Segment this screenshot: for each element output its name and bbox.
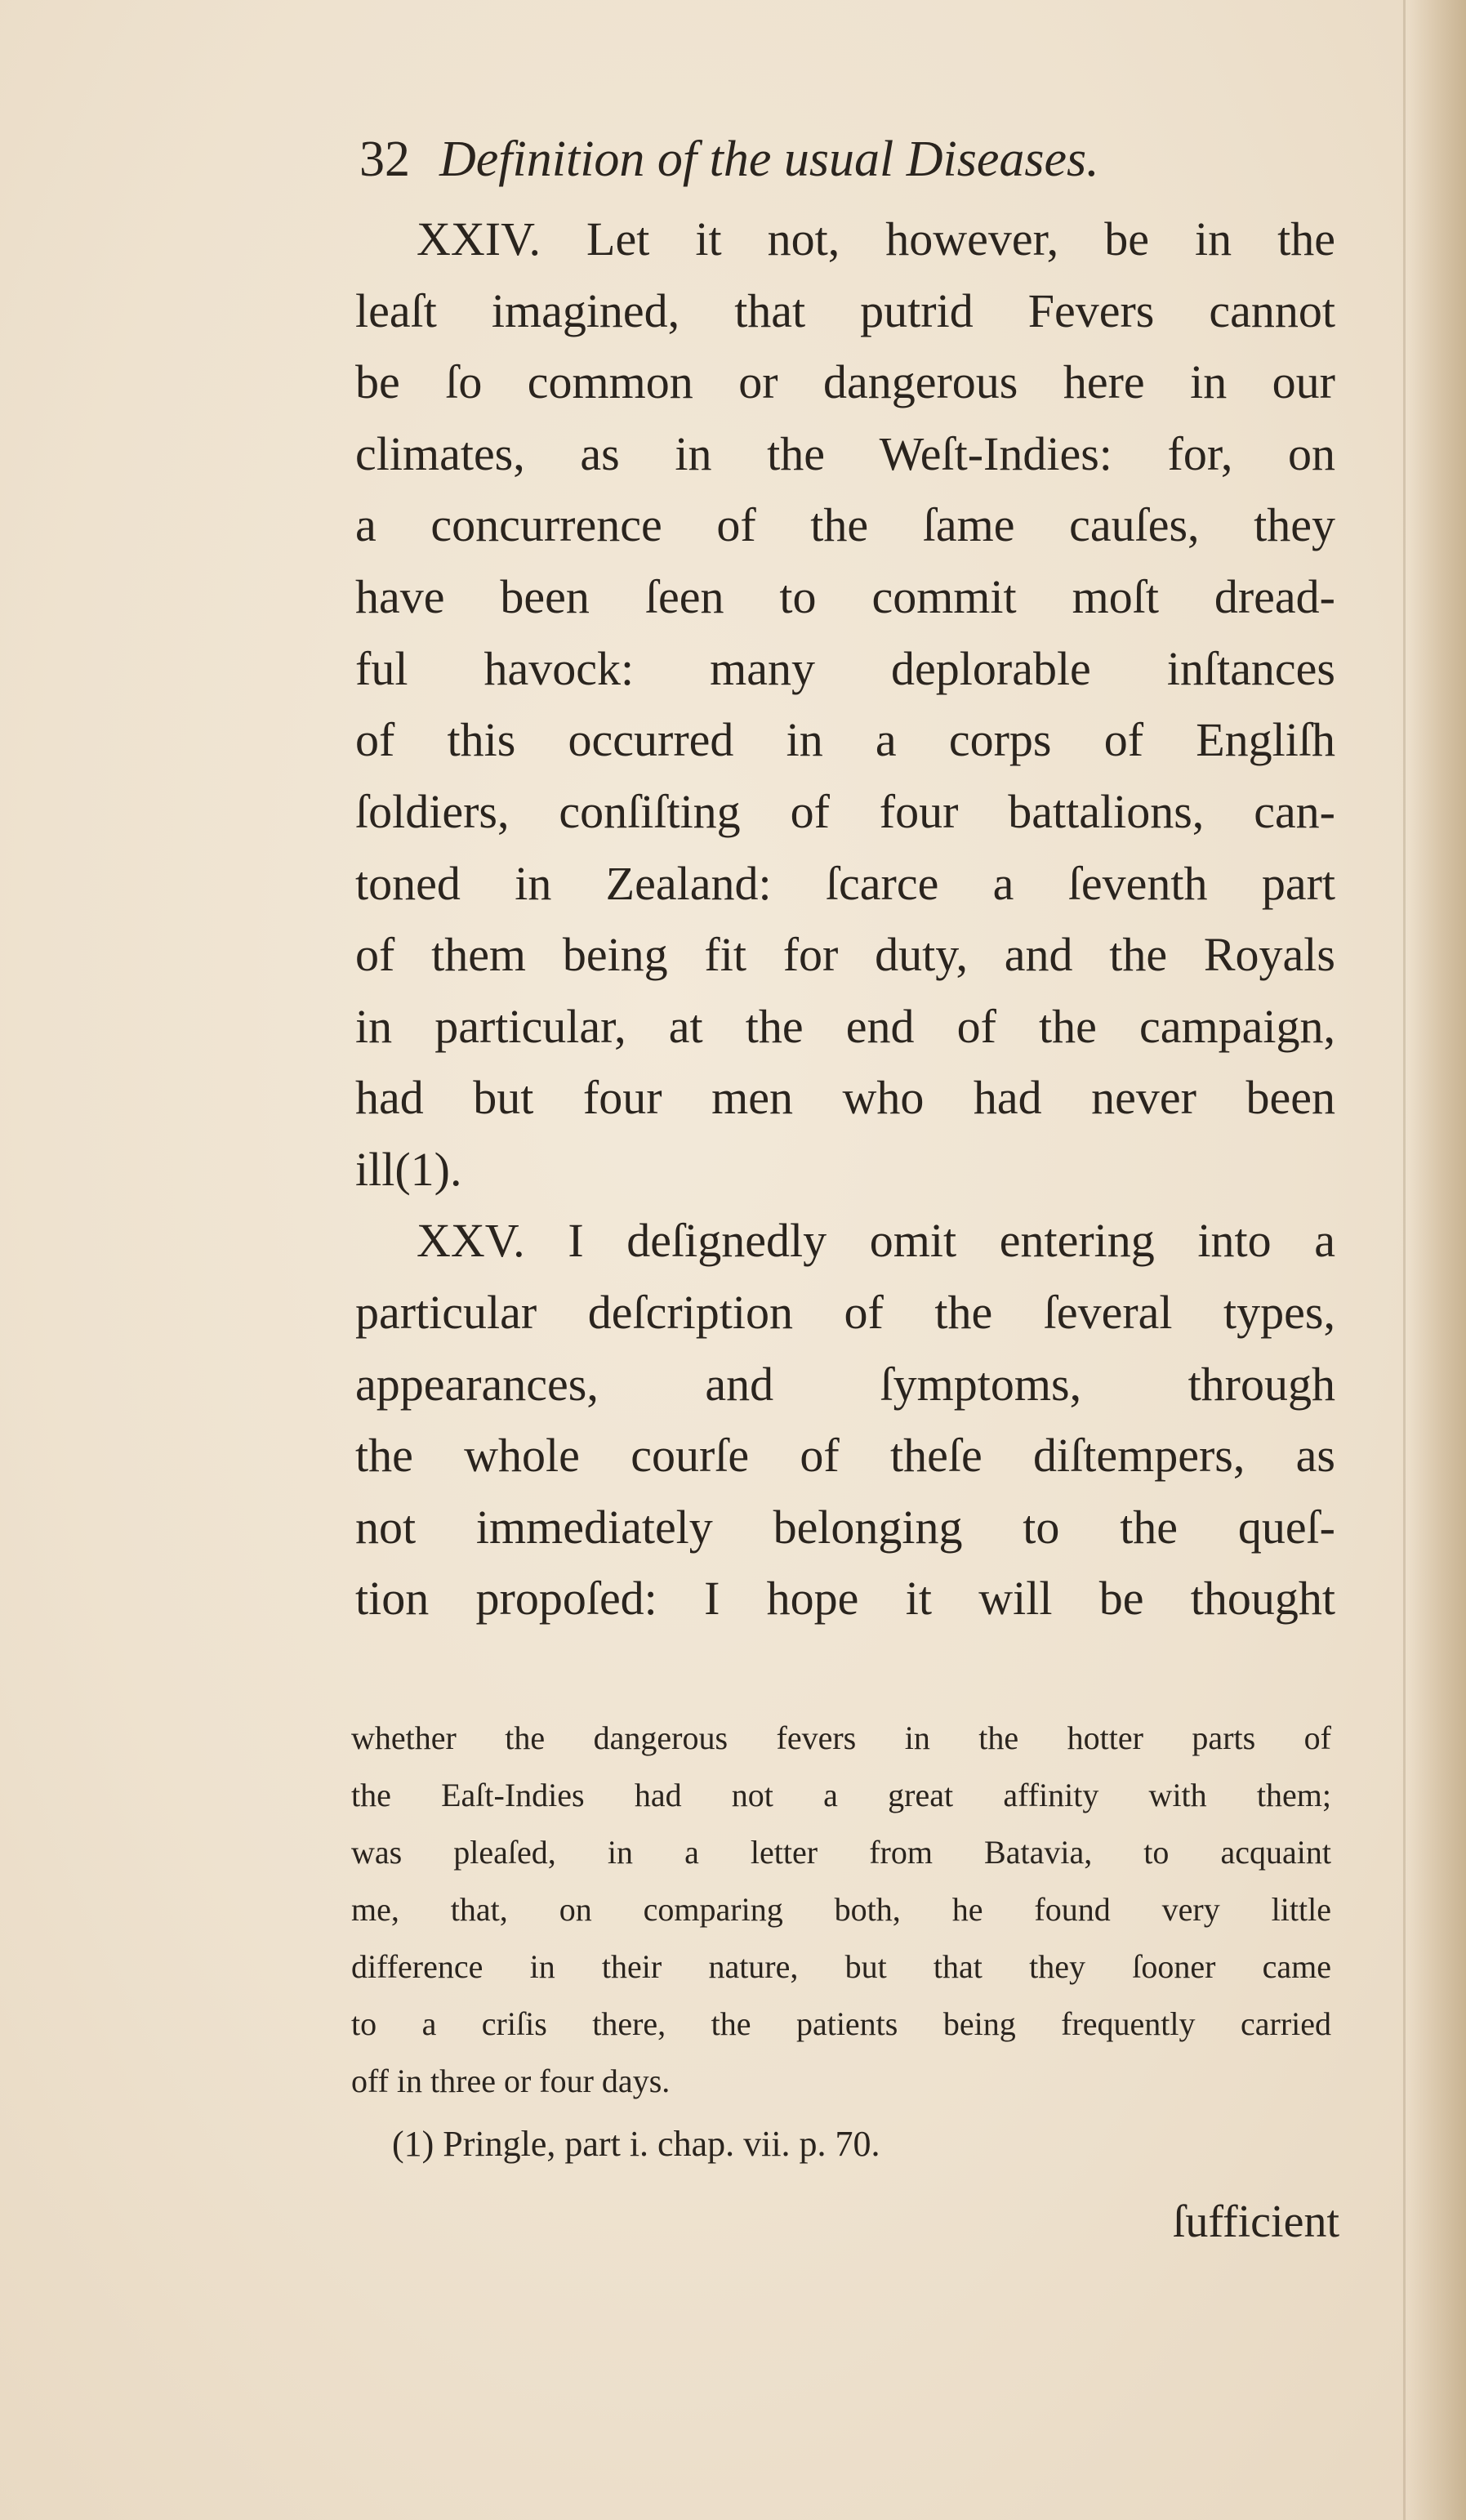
footnote-reference: (1) Pringle, part i. chap. vii. p. 70. [392, 2124, 880, 2164]
body-line: XXIV. Let it not, however, be in the [417, 212, 1335, 265]
body-line: of them being fit for duty, and the Royals [355, 928, 1335, 981]
body-line: be ſo common or dangerous here in our [355, 355, 1335, 408]
body-line: not immediately belonging to the queſ- [355, 1501, 1335, 1554]
page-number: 32 [359, 132, 410, 187]
body-line: ful havock: many deplorable inſtances [355, 642, 1335, 695]
body-line: a concurrence of the ſame cauſes, they [355, 498, 1335, 551]
catchword: ſufficient [1172, 2197, 1339, 2247]
body-line: the whole courſe of theſe diſtempers, as [355, 1429, 1335, 1482]
body-line: in particular, at the end of the campaign, [355, 1000, 1335, 1053]
body-line: appearances, and ſymptoms, through [355, 1358, 1335, 1411]
body-line: have been ſeen to commit moſt dread- [355, 570, 1335, 623]
body-line: tion propoſed: I hope it will be thought [355, 1572, 1335, 1625]
body-line: had but four men who had never been [355, 1071, 1335, 1124]
body-line: toned in Zealand: ſcarce a ſeventh part [355, 857, 1335, 910]
running-header [359, 123, 1339, 196]
footnote-line: the Eaſt-Indies had not a great affinity with them; [351, 1777, 1331, 1813]
footnote-line: was pleaſed, in a letter from Batavia, to acquaint [351, 1834, 1331, 1871]
body-line: particular deſcription of the ſeveral types, [355, 1286, 1335, 1339]
running-title: Definition of the usual Diseases. [439, 132, 1099, 187]
page-fold-line [1403, 0, 1406, 2520]
page-edge-shadow [1409, 0, 1466, 2520]
body-line: XXV. I deſignedly omit entering into a [417, 1214, 1335, 1267]
footnote-line: whether the dangerous fevers in the hotter parts of [351, 1719, 1331, 1756]
footnote-line: to a criſis there, the patients being frequently carried [351, 2005, 1331, 2042]
body-line: ſoldiers, conſiſting of four battalions, can- [355, 785, 1335, 838]
body-line: climates, as in the Weſt-Indies: for, on [355, 427, 1335, 480]
body-line: ill(1). [355, 1143, 462, 1196]
footnote-line: off in three or four days. [351, 2063, 671, 2099]
footnote-line: difference in their nature, but that they ſooner came [351, 1948, 1331, 1985]
body-line: leaſt imagined, that putrid Fevers cannot [355, 284, 1335, 337]
body-line: of this occurred in a corps of Engliſh [355, 713, 1335, 766]
footnote-line: me, that, on comparing both, he found very little [351, 1891, 1331, 1928]
